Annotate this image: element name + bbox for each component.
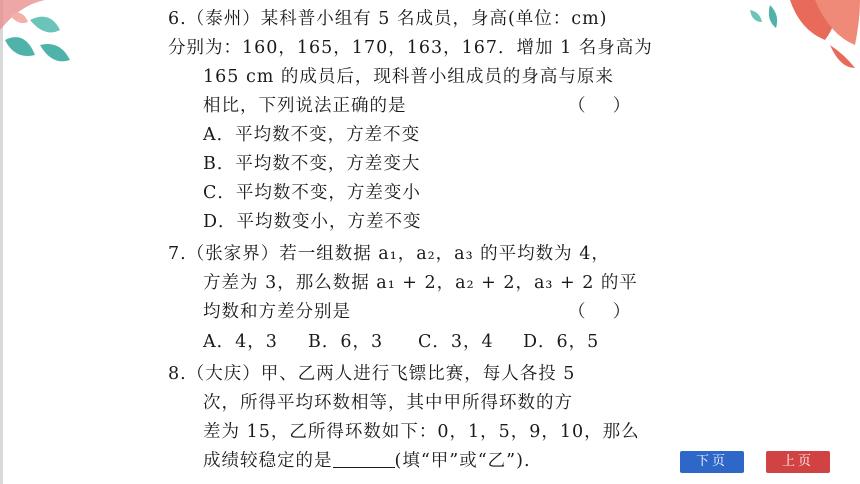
page-left-border — [0, 0, 3, 484]
q7-line-2: 方差为 3，那么数据 a₁ + 2，a₂ + 2，a₃ + 2 的平 — [203, 273, 638, 293]
q8-line-4-after-blank: (填“甲”或“乙”). — [394, 451, 531, 471]
previous-page-button[interactable]: 上页 — [766, 451, 830, 473]
q8-line-4-before-blank: 成绩较稳定的是 — [203, 451, 333, 471]
next-page-button[interactable]: 下页 — [680, 451, 744, 473]
q7-line-3: 均数和方差分别是 — [203, 302, 351, 322]
answer-blank[interactable] — [333, 449, 395, 468]
q6-answer-paren: （ ） — [568, 96, 632, 116]
q7-option-c: C．3，4 — [418, 332, 494, 352]
q6-line-3: 165 cm 的成员后，现科普小组成员的身高与原来 — [203, 67, 614, 87]
q6-option-d: D．平均数变小，方差不变 — [203, 212, 422, 232]
leaf-decoration-top-right — [730, 0, 860, 70]
q8-line-3: 差为 15，乙所得环数如下：0，1，5，9，10，那么 — [203, 422, 640, 442]
q7-line-1: 7.（张家界）若一组数据 a₁，a₂，a₃ 的平均数为 4， — [168, 244, 610, 264]
q6-option-a: A．平均数不变，方差不变 — [203, 125, 421, 145]
q8-line-1: 8.（大庆）甲、乙两人进行飞镖比赛，每人各投 5 — [168, 364, 576, 384]
q8-line-4 — [203, 447, 531, 475]
q6-line-4: 相比，下列说法正确的是 — [203, 96, 407, 116]
q6-line-2: 分别为：160，165，170，163，167．增加 1 名身高为 — [168, 38, 653, 58]
leaf-decoration-top-left — [0, 0, 90, 70]
q7-option-b: B．6，3 — [308, 332, 384, 352]
q7-option-d: D．6，5 — [523, 332, 600, 352]
q6-option-b: B．平均数不变，方差变大 — [203, 154, 421, 174]
q6-line-1: 6.（泰州）某科普小组有 5 名成员，身高(单位：cm) — [168, 9, 608, 29]
q6-option-c: C．平均数不变，方差变小 — [203, 183, 421, 203]
q7-answer-paren: （ ） — [568, 302, 632, 322]
q8-line-2: 次，所得平均环数相等，其中甲所得环数的方 — [203, 393, 573, 413]
q7-option-a: A．4，3 — [203, 332, 278, 352]
